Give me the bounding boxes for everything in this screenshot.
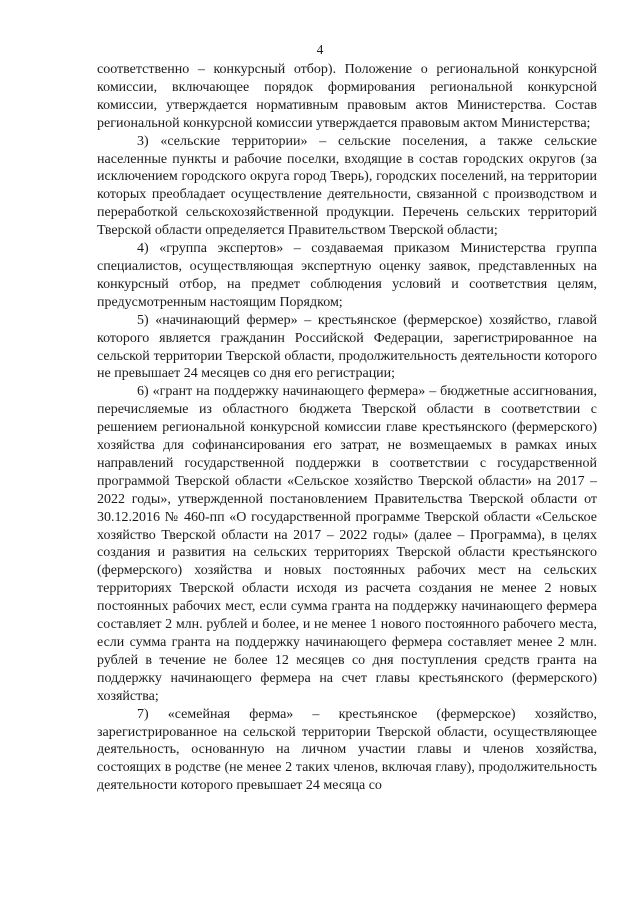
- document-body: [97, 61, 597, 795]
- paragraph-item-7-family-farm: 7) «семейная ферма» – крестьянское (фермерское) хозяйство, зарегистрированное на сельской территории Тверской области, осуществляющее деятельность, основанную на личном участии главы и членов хозяйства, состоящих в родстве (не менее 2 таких членов, включая главу), продолжительность деятельности которого превышает 24 месяца со: [97, 706, 597, 794]
- paragraph-item-3-rural-territories: 3) «сельские территории» – сельские поселения, а также сельские населенные пункты и рабочие поселки, входящие в состав городских округов (за исключением городского округа город Тверь), городских поселений, на территории которых преобладает осуществление деятельности, связанной с производством и переработкой сельскохозяйственной продукции. Перечень сельских территорий Тверской области определяется Правительством Тверской области;: [97, 133, 597, 239]
- paragraph-item-4-expert-group: 4) «группа экспертов» – создаваемая приказом Министерства группа специалистов, осуществляющая экспертную оценку заявок, представленных на конкурсный отбор, на предмет соблюдения условий и соответствия целям, предусмотренным настоящим Порядком;: [97, 241, 597, 310]
- paragraph-continuation: соответственно – конкурсный отбор). Положение о региональной конкурсной комиссии, включающее порядок формирования региональной конкурсной комиссии, утверждается нормативным правовым актов Министерства. Состав региональной конкурсной комиссии утверждается правовым актом Министерства;: [97, 62, 597, 131]
- paragraph-item-6-grant: 6) «грант на поддержку начинающего фермера» – бюджетные ассигнования, перечисляемые из областного бюджета Тверской области в соответствии с решением региональной конкурсной комиссии главе крестьянского (фермерского) хозяйства для софинансирования его затрат, не возмещаемых в рамках иных направлений государственной поддержки в соответствии с государственной программой Тверской области «Сельское хозяйство Тверской области» на 2017 – 2022 годы», утвержденной постановлением Правительства Тверской области от 30.12.2016 № 460-пп «О государственной программе Тверской области «Сельское хозяйство Тверской области на 2017 – 2022 годы» (далее – Программа), в целях создания и развития на сельских территориях Тверской области крестьянского (фермерского) хозяйства и новых постоянных рабочих мест на сельских территориях Тверской области исходя из расчета создания не менее 2 новых постоянных рабочих мест, если сумма гранта на поддержку начинающего фермера составляет 2 млн. рублей и более, и не менее 1 нового постоянного рабочего места, если сумма гранта на поддержку начинающего фермера составляет менее 2 млн. рублей в течение не более 12 месяцев со дня поступления средств гранта на поддержку начинающего фермера на счет главы крестьянского (фермерского) хозяйства;: [97, 384, 597, 704]
- paragraph-item-5-beginning-farmer: 5) «начинающий фермер» – крестьянское (фермерское) хозяйство, главой которого является гражданин Российской Федерации, зарегистрированное на сельской территории Тверской области, продолжительность деятельности которого не превышает 24 месяцев со дня его регистрации;: [97, 312, 597, 382]
- page-number: 4: [316, 42, 324, 57]
